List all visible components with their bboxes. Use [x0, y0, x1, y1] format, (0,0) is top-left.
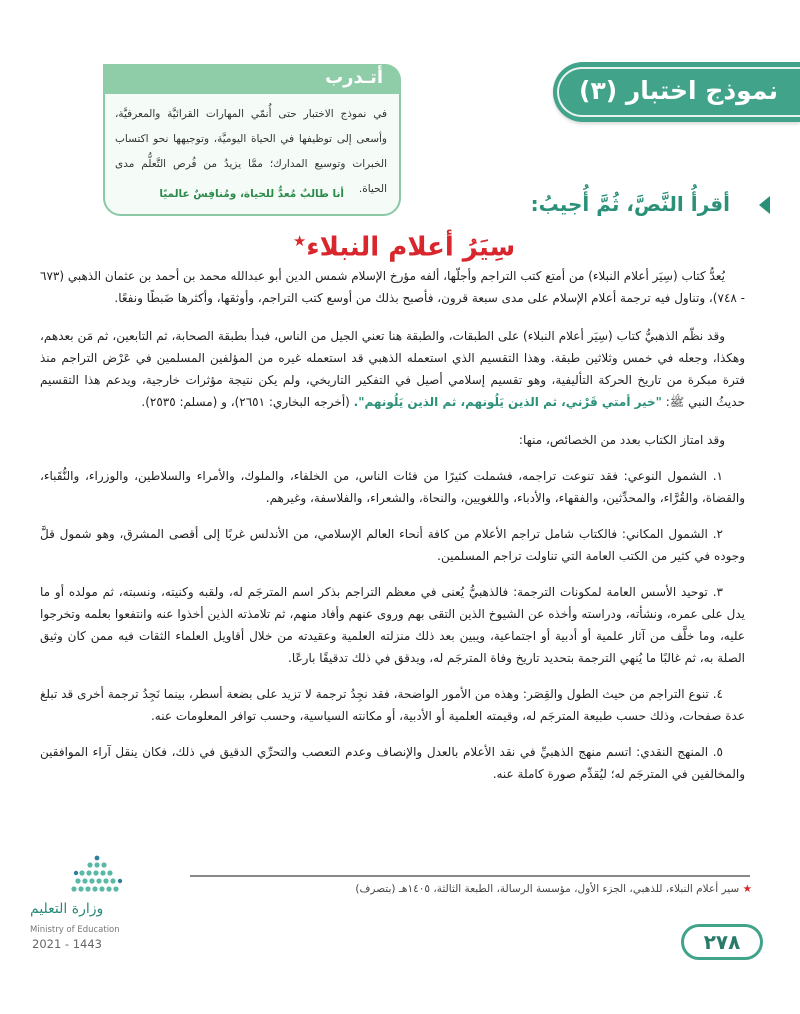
feature-item: ٣. توحيد الأسس العامة لمكونات الترجمة: فالذهبيُّ يُعنى في معظم التراجم بذكر اسم المترجَم له، ولقبه وكنيته، ونسبته، ثم مولده أو ما يدل على عمره، ونشأته، ودراسته وأخذه عن الشيوخ الذين التقى بهم وروى عنهم وأفاد منهم، ثم تلامذته الذين أخذوا عنه وانتفعوا بعلمه وتخرجوا عليه، وما خلَّف من آثار علمية أو أدبية أو اجتماعية، ويبين بعد ذلك منزلته العلمية وعقيدته من خلال أقاويل العلماء الثقات فيه ممن كان وثيق الصلة به، ثم غالبًا ما يُنهي الترجمة بتحديد تاريخ وفاة المترجَم له، ويدقق في ذلك تدقيقًا بارعًا. [40, 585, 745, 665]
triangle-bullet-icon [759, 196, 770, 214]
article-title [0, 232, 800, 263]
ministry-name-ar: وزارة التعليم [30, 901, 104, 917]
instruction-text: أقرأُ النَّصَّ، ثُمَّ أُجيبُ: [530, 192, 730, 216]
training-text: في نموذج الاختبار حتى أُنمّي المهارات القرائيَّة والمعرفيَّة، وأسعى إلى توظيفها في الحياة اليوميَّة، وتوجيهها نحو اكتساب الخبرات وتوسيع المدارك؛ ممَّا يزيدُ من فُرص التَّعلُّم مدى الحياة. [115, 108, 387, 195]
article-title-text: سِيَرُ أعلام النبلاء [306, 232, 516, 263]
lesson-title: نموذج اختبار (٣) [579, 76, 778, 105]
footnote-text: سير أعلام النبلاء، للذهبي، الجزء الأول، مؤسسة الرسالة، الطبعة الثالثة، ١٤٠٥هـ (بتصرف) [355, 883, 740, 895]
ministry-name-en: Ministry of Education [30, 925, 120, 935]
page-number: ٢٧٨ [681, 924, 763, 960]
feature-item: ٤. تنوع التراجم من حيث الطول والقِصَر: وهذه من الأمور الواضحة، فقد نجِدُ ترجمة لا تزيد على بضعة أسطر، بينما نَجِدُ ترجمة أخرى قد تبلغ عدة صفحات، وذلك حسب طبيعة المترجَم له، وقيمته العلمية أو الأدبية، أو مكانته السياسية، وحسب توافر المعلومات عنه. [40, 687, 745, 723]
feature-item: ١. الشمول النوعي: فقد تنوعت تراجمه، فشملت كثيرًا من فئات الناس، من الخلفاء، والملوك، والأمراء والسلاطين، والوزراء، والنُّقَباء، والقضاة، والقُرَّاء، والمحدِّثين، والفقهاء، والأدباء، واللغويين، والنحاة، والشعراء، والفلاسفة، وغيرهم. [40, 469, 745, 505]
paragraph-features-intro: وقد امتاز الكتاب بعدد من الخصائص، منها: [518, 433, 725, 447]
hadith-quote: "خير أمتي قَرْني، ثم الذين يَلُونهم، ثم الذين يَلُونهم". [353, 395, 662, 409]
footnote [355, 883, 752, 895]
training-motto: أنا طالبٌ مُعدٌّ للحياة، ومُنافِسٌ عالميًا [159, 188, 344, 200]
ministry-emblem-icon [68, 855, 126, 897]
footnote-divider [190, 875, 750, 877]
footnote-star-icon: ★ [742, 883, 752, 895]
paragraph-organization-text: وقد نظّم الذهبيُّ كتاب (سِيَر أعلام النبلاء) على الطبقات، والطبقة هنا تعني الجيل من الناس، فبدأ بطبقة الصحابة، ثم التابعين، ثم مَن بعدهم، وهكذا، وجعله في خمس وثلاثين طبقة. وهذا التقسيم الذي استعمله الذهبي قد استعمله غيره من المؤلفين المسلمين في عَرْض التراجم منذ فترة مبكرة من تاريخ الحركة التأليفية، وهو تقسيم إسلامي أصيل في التفكير التاريخي، ولم يكن نتيجة مؤثرات خارجية، ويدعم هذا التقسيم حديثُ النبي ﷺ: [40, 329, 745, 409]
footnote-star-icon: ★ [292, 232, 307, 250]
paragraph-intro: يُعدُّ كتاب (سِيَر أعلام النبلاء) من أمتع كتب التراجم وأجلّها، ألفه مؤرخ الإسلام شمس الدين أبو عبدالله محمد بن أحمد بن عثمان الذهبي (٦٧٣ - ٧٤٨)، وتناول فيه ترجمة أعلام الإسلام على مدى سبعة قرون، فأصبح بذلك من أوسع كتب التراجم، وأوثقها، وأكثرها ضَبطًا ونفعًا. [40, 269, 745, 305]
paragraph-organization [40, 325, 745, 413]
hadith-reference: (أخرجه البخاري: ٢٦٥١)، و (مسلم: ٢٥٣٥). [141, 395, 350, 409]
training-box [103, 64, 401, 216]
training-box-header [103, 64, 401, 94]
training-label: أتـدرب [325, 67, 383, 88]
lesson-title-banner [553, 62, 800, 122]
feature-item: ٥. المنهج النقدي: اتسم منهج الذهبيِّ في نقد الأعلام بالعدل والإنصاف وعدم التعصب والتحرِّي الدقيق في ذلك، فكان ينقل آراء الموافقين والمخالفين في المترجَم له؛ ليُقدِّم صورة كاملة عنه. [40, 745, 745, 781]
article-body [40, 265, 745, 799]
ministry-logo [18, 855, 130, 955]
feature-item: ٢. الشمول المكاني: فالكتاب شامل تراجم الأعلام من كافة أنحاء العالم الإسلامي، من الأندلس غربًا إلى أقصى المشرق، وهو شمول قلَّ وجوده في كثير من الكتب العامة التي تناولت تراجم المسلمين. [40, 527, 745, 563]
edition-year: 2021 - 1443 [32, 937, 102, 951]
